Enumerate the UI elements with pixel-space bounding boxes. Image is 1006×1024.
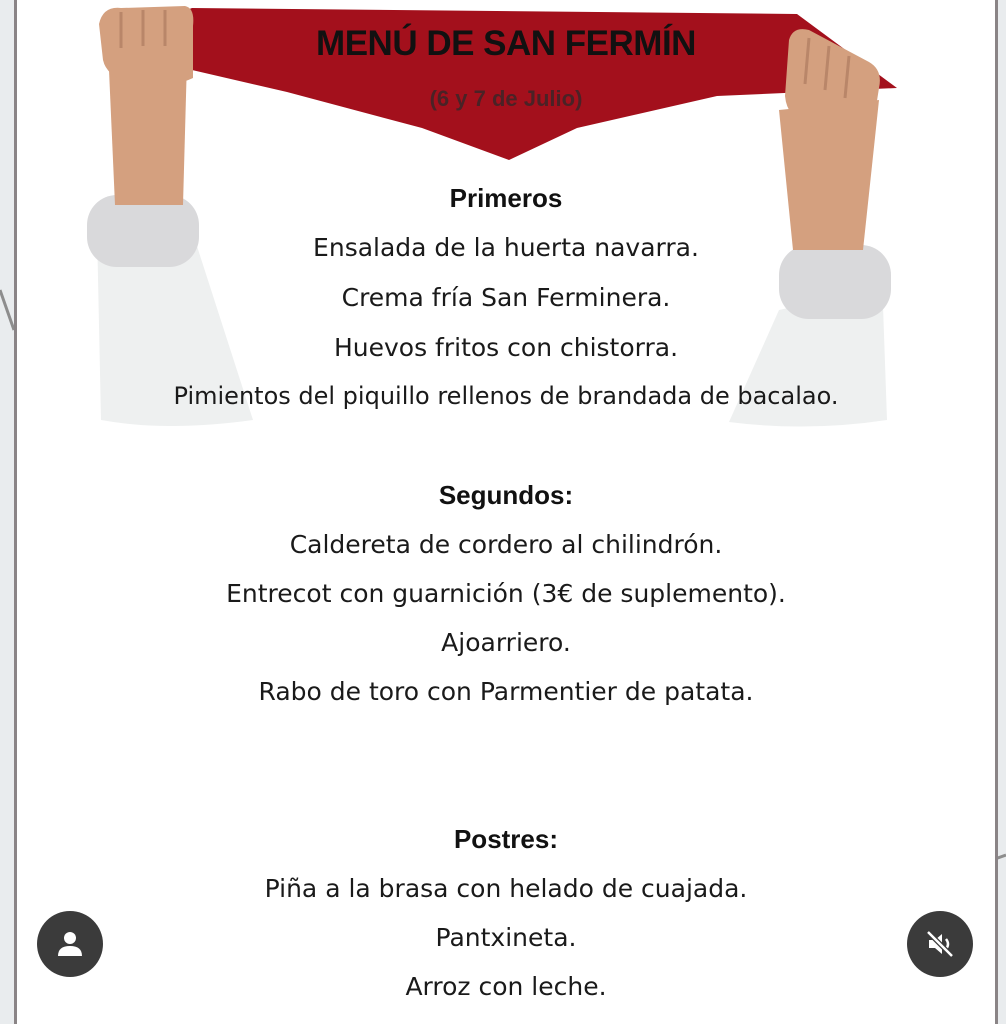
menu-item: Entrecot con guarnición (3€ de suplemento). — [226, 579, 786, 608]
menu-item: Ajoarriero. — [441, 628, 571, 657]
menu-item: Arroz con leche. — [405, 972, 607, 1001]
menu-dates: (6 y 7 de Julio) — [429, 86, 583, 111]
menu-item: Huevos fritos con chistorra. — [333, 333, 679, 362]
menu-item: Piña a la brasa con helado de cuajada. — [264, 874, 748, 903]
menu-title: MENÚ DE SAN FERMÍN — [316, 24, 696, 63]
san-fermin-scarf-illustration — [17, 0, 995, 440]
section-title-primeros: Primeros — [449, 183, 563, 213]
profile-button[interactable] — [37, 911, 103, 977]
section-title-postres: Postres: — [453, 824, 559, 854]
menu-item: Rabo de toro con Parmentier de patata. — [258, 677, 754, 706]
menu-item: Crema fría San Ferminera. — [341, 283, 671, 312]
menu-item: Ensalada de la huerta navarra. — [313, 233, 699, 262]
section-title-segundos: Segundos: — [438, 480, 574, 510]
person-icon — [55, 929, 85, 959]
muted-speaker-icon — [924, 928, 956, 960]
menu-item: Caldereta de cordero al chilindrón. — [289, 530, 723, 559]
menu-item: Pantxineta. — [435, 923, 577, 952]
mute-button[interactable] — [907, 911, 973, 977]
menu-item: Pimientos del piquillo rellenos de brandada de bacalao. — [173, 382, 839, 410]
menu-post — [14, 0, 998, 1024]
